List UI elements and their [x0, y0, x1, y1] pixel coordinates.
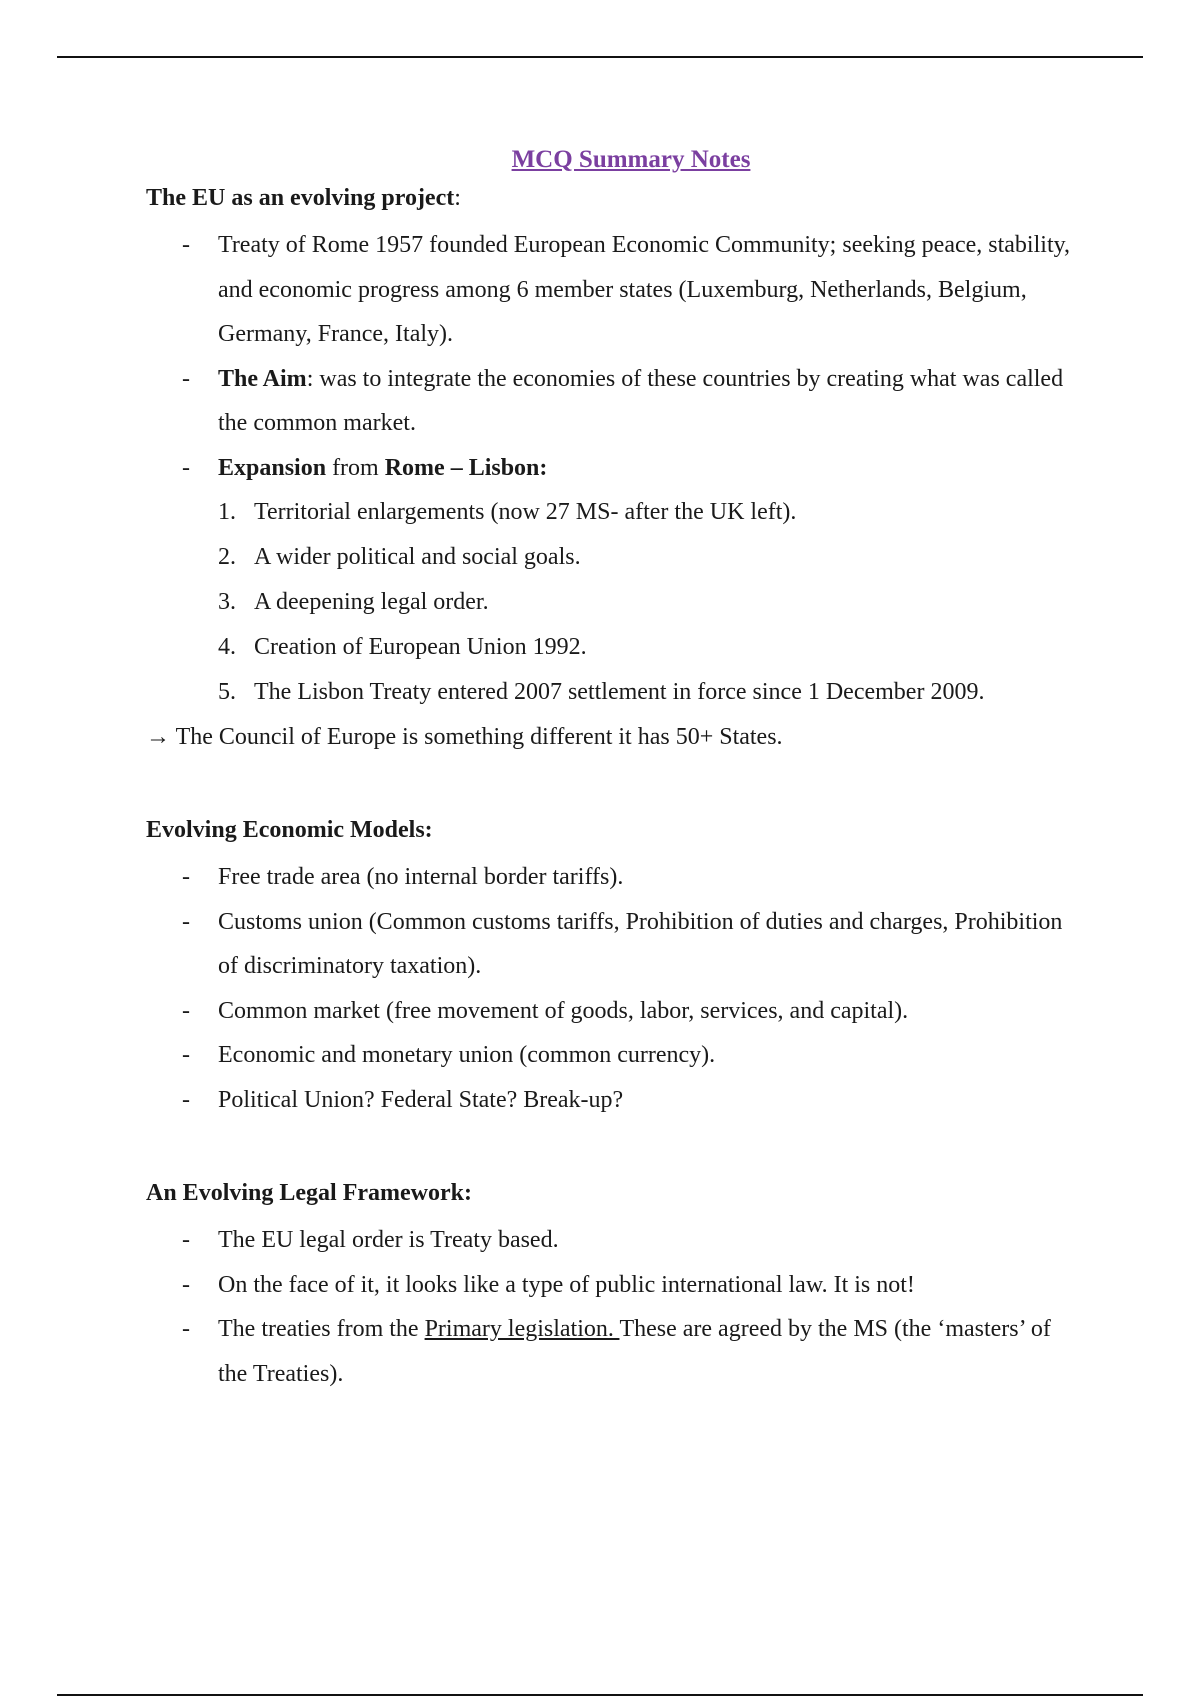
- list-item: [146, 357, 1086, 446]
- bullet-list-legal-framework: [146, 1218, 1086, 1396]
- list-item: [146, 1218, 1086, 1263]
- list-item-text: These are agreed by the MS (the ‘masters’ of the Treaties).: [218, 1316, 1051, 1387]
- list-item-bold: Expansion: [218, 454, 327, 481]
- list-item-text: Customs union (Common customs tariffs, Prohibition of duties and charges, Prohibition of discriminatory taxation).: [218, 908, 1063, 979]
- list-item-bold: Rome – Lisbon:: [384, 454, 548, 481]
- item-number: 3.: [218, 589, 236, 615]
- numbered-item-text: Creation of European Union 1992.: [254, 634, 587, 660]
- arrow-note-text: The Council of Europe is something different it has 50+ States.: [170, 724, 783, 750]
- numbered-item: [146, 490, 1086, 535]
- dash-bullet: -: [182, 1227, 190, 1253]
- list-item: [146, 1033, 1086, 1078]
- list-item: [146, 900, 1086, 989]
- dash-bullet: -: [182, 1316, 190, 1342]
- numbered-item-text: A wider political and social goals.: [254, 544, 581, 570]
- item-number: 4.: [218, 634, 236, 660]
- list-item: [146, 1307, 1086, 1396]
- item-number: 2.: [218, 544, 236, 570]
- list-item: [146, 223, 1086, 357]
- dash-bullet: -: [182, 1086, 190, 1113]
- dash-bullet: -: [182, 997, 190, 1024]
- numbered-item: [146, 625, 1086, 670]
- page-title: MCQ Summary Notes: [511, 146, 751, 173]
- dash-bullet: -: [182, 1042, 190, 1068]
- dash-bullet: -: [182, 232, 190, 258]
- numbered-item-text: A deepening legal order.: [254, 589, 489, 615]
- list-item-text: Treaty of Rome 1957 founded European Economic Community; seeking peace, stability, and economic progress among 6 member states (Luxemburg, Netherlands, Belgium, Germany, France, Italy).: [218, 232, 1071, 347]
- dash-bullet: -: [182, 864, 190, 890]
- numbered-item-text: Territorial enlargements (now 27 MS- after the UK left).: [254, 499, 797, 525]
- section-heading-text: The EU as an evolving project: [146, 185, 455, 211]
- list-item: [146, 989, 1086, 1034]
- dash-bullet: -: [182, 365, 190, 392]
- item-number: 5.: [218, 679, 236, 705]
- list-item-text: Political Union? Federal State? Break-up?: [218, 1086, 624, 1113]
- list-item-text: Free trade area (no internal border tariffs).: [218, 864, 624, 890]
- top-rule: [57, 56, 1143, 58]
- section-heading-economic-models: Evolving Economic Models:: [146, 817, 433, 843]
- section-heading-eu-project: [146, 183, 1086, 213]
- dash-bullet: -: [182, 454, 190, 481]
- numbered-item: [146, 535, 1086, 580]
- arrow-note: [146, 715, 1086, 759]
- numbered-item: [146, 670, 1086, 715]
- bullet-list-eu-project: [146, 223, 1086, 490]
- list-item-text: Economic and monetary union (common currency).: [218, 1042, 716, 1068]
- numbered-list-expansion: [146, 490, 1086, 715]
- list-item-text: The treaties from the: [218, 1316, 425, 1342]
- section-heading-suffix: :: [454, 185, 461, 211]
- document-body: [146, 145, 1086, 1396]
- list-item-text: On the face of it, it looks like a type of public international law. It is not!: [218, 1271, 915, 1298]
- list-item: [146, 1078, 1086, 1123]
- list-item-bold: The Aim: [218, 365, 307, 392]
- bottom-rule: [57, 1694, 1143, 1696]
- right-arrow-icon: →: [146, 724, 170, 750]
- list-item: [146, 855, 1086, 900]
- bullet-list-economic-models: [146, 855, 1086, 1122]
- numbered-item-text: The Lisbon Treaty entered 2007 settlement in force since 1 December 2009.: [254, 679, 985, 705]
- list-item-text: from: [326, 454, 385, 481]
- list-item: [146, 1263, 1086, 1308]
- list-item-text: : was to integrate the economies of these countries by creating what was called the common market.: [218, 365, 1064, 436]
- list-item-text: Common market (free movement of goods, labor, services, and capital).: [218, 997, 909, 1024]
- list-item: [146, 446, 1086, 491]
- dash-bullet: -: [182, 1271, 190, 1298]
- list-item-text: The EU legal order is Treaty based.: [218, 1227, 559, 1253]
- dash-bullet: -: [182, 908, 190, 935]
- item-number: 1.: [218, 499, 236, 525]
- numbered-item: [146, 580, 1086, 625]
- section-heading-legal-framework: An Evolving Legal Framework:: [146, 1180, 472, 1206]
- underlined-term: Primary legislation.: [424, 1316, 620, 1342]
